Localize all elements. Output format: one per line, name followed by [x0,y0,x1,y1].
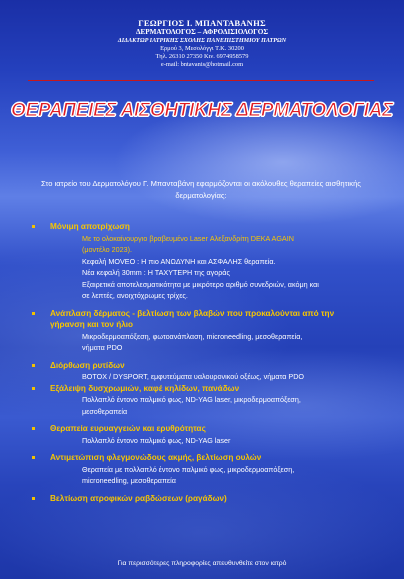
bullet-icon [32,364,35,367]
treatment-heading-cont: γήρανση και τον ήλιο [50,320,134,329]
treatment-item-pigmentation [32,383,384,418]
treatment-item-skin-rejuvenation [32,308,384,354]
treatment-detail: microneedling, μεσοθεραπεία [82,476,176,485]
treatment-detail: Θεραπεία με πολλαπλό έντονο παλμικό φως, μικροδερμοαπόξεση, [82,464,295,474]
treatment-heading: Βελτίωση ατροφικών ραβδώσεων (ραγάδων) [50,493,227,503]
bullet-icon [32,427,35,430]
bullet-icon [32,387,35,390]
treatment-detail: Με το ολοκαίνουργιο βραβευμένο Laser Αλεξανδρίτη DEKA AGAIN [82,233,294,243]
treatment-detail: Μικροδερμοαπόξεση, φωτοανάπλαση, microneedling, μεσοθεραπεία, [82,331,303,341]
treatment-item-stretch-marks [32,493,384,505]
treatment-item-acne [32,452,384,487]
treatment-detail: σε λεπτές, ανοιχτόχρωμες τρίχες. [82,291,188,300]
treatment-detail: Πολλαπλό έντονο παλμικό φως, ND-YAG laser [82,435,231,445]
bullet-icon [32,312,35,315]
treatment-item-hair-removal [32,221,384,302]
page-title: ΘΕΡΑΠΕΙΕΣ ΑΙΣΘΗΤΙΚΗΣ ΔΕΡΜΑΤΟΛΟΓΙΑΣ [11,100,393,121]
doctor-specialty: ΔΕΡΜΑΤΟΛΟΓΟΣ – ΑΦΡΟΔΙΣΙΟΛΟΓΟΣ [135,28,269,36]
clinic-address: Ερμού 3, Μεσολόγγι Τ.Κ. 30200 [160,45,244,52]
footer-note: Για περισσότερες πληροφορίες απευθυνθείτε στον ιατρό [117,560,287,567]
clinic-phones: Τηλ. 26310 27350 Κιν. 6974958579 [155,53,249,60]
treatment-detail: BOTOX / DYSPORT, εμφυτεύματα υαλουρονικού οξέως, νήματα PDO [82,372,304,381]
bullet-icon [32,456,35,459]
letterhead [0,18,404,69]
treatment-item-vessels [32,423,384,446]
treatment-item-wrinkles [32,360,384,383]
bullet-icon [32,225,35,228]
treatment-detail: νήματα PDO [82,343,123,352]
treatment-detail: μεσοθεραπεία [82,406,128,416]
treatment-heading: Θεραπεία ευρυαγγειών και ερυθρότητας [50,424,206,433]
bullet-icon [32,497,35,500]
treatment-heading: Εξάλειψη δυσχρωμιών, καφέ κηλίδων, πανάδων [50,383,240,393]
treatment-heading: Διόρθωση ρυτίδων [50,360,125,370]
treatment-heading: Αντιμετώπιση φλεγμονώδους ακμής, βελτίωση ουλών [50,453,262,462]
intro-text: Στο ιατρείο του Δερματολόγου Γ. Μπανταβάνη εφαρμόζονται οι ακόλουθες θεραπείες αισθητικής δερματολογίας: [41,179,361,200]
doctor-name: ΓΕΩΡΓΙΟΣ Ι. ΜΠΑΝΤΑΒΑΝΗΣ [138,18,266,28]
header-divider [28,80,374,81]
treatment-detail: Πολλαπλό έντονο παλμικό φως, ND-YAG laser, μικροδερμοαπόξεση, [82,395,301,404]
treatment-detail: Εξαιρετικά αποτελεσματικότητα με μικρότερο αριθμό συνεδριών, ακόμη και [82,279,319,289]
treatment-detail: (μοντέλο 2023). [82,245,133,254]
doctor-degree: ΔΙΔΑΚΤΩΡ ΙΑΤΡΙΚΗΣ ΣΧΟΛΗΣ ΠΑΝΕΠΙΣΤΗΜΙΟΥ ΠΑΤΡΩΝ [117,37,287,44]
treatment-detail: Νέα κεφαλή 30mm : Η ΤΑΧΥΤΕΡΗ της αγοράς [82,268,230,277]
treatment-heading: Μόνιμη αποτρίχωση [50,222,130,231]
treatment-detail: Κεφαλή MOVEO : Η πιο ΑΝΩΔΥΝΗ και ΑΣΦΑΛΗΣ θεραπεία. [82,256,276,266]
clinic-email: e-mail: bntavanis@hotmail.com [160,61,244,68]
treatment-list [32,221,384,504]
treatment-heading: Ανάπλαση δέρματος - βελτίωση των βλαβών που προκαλούνται από την [50,308,335,318]
